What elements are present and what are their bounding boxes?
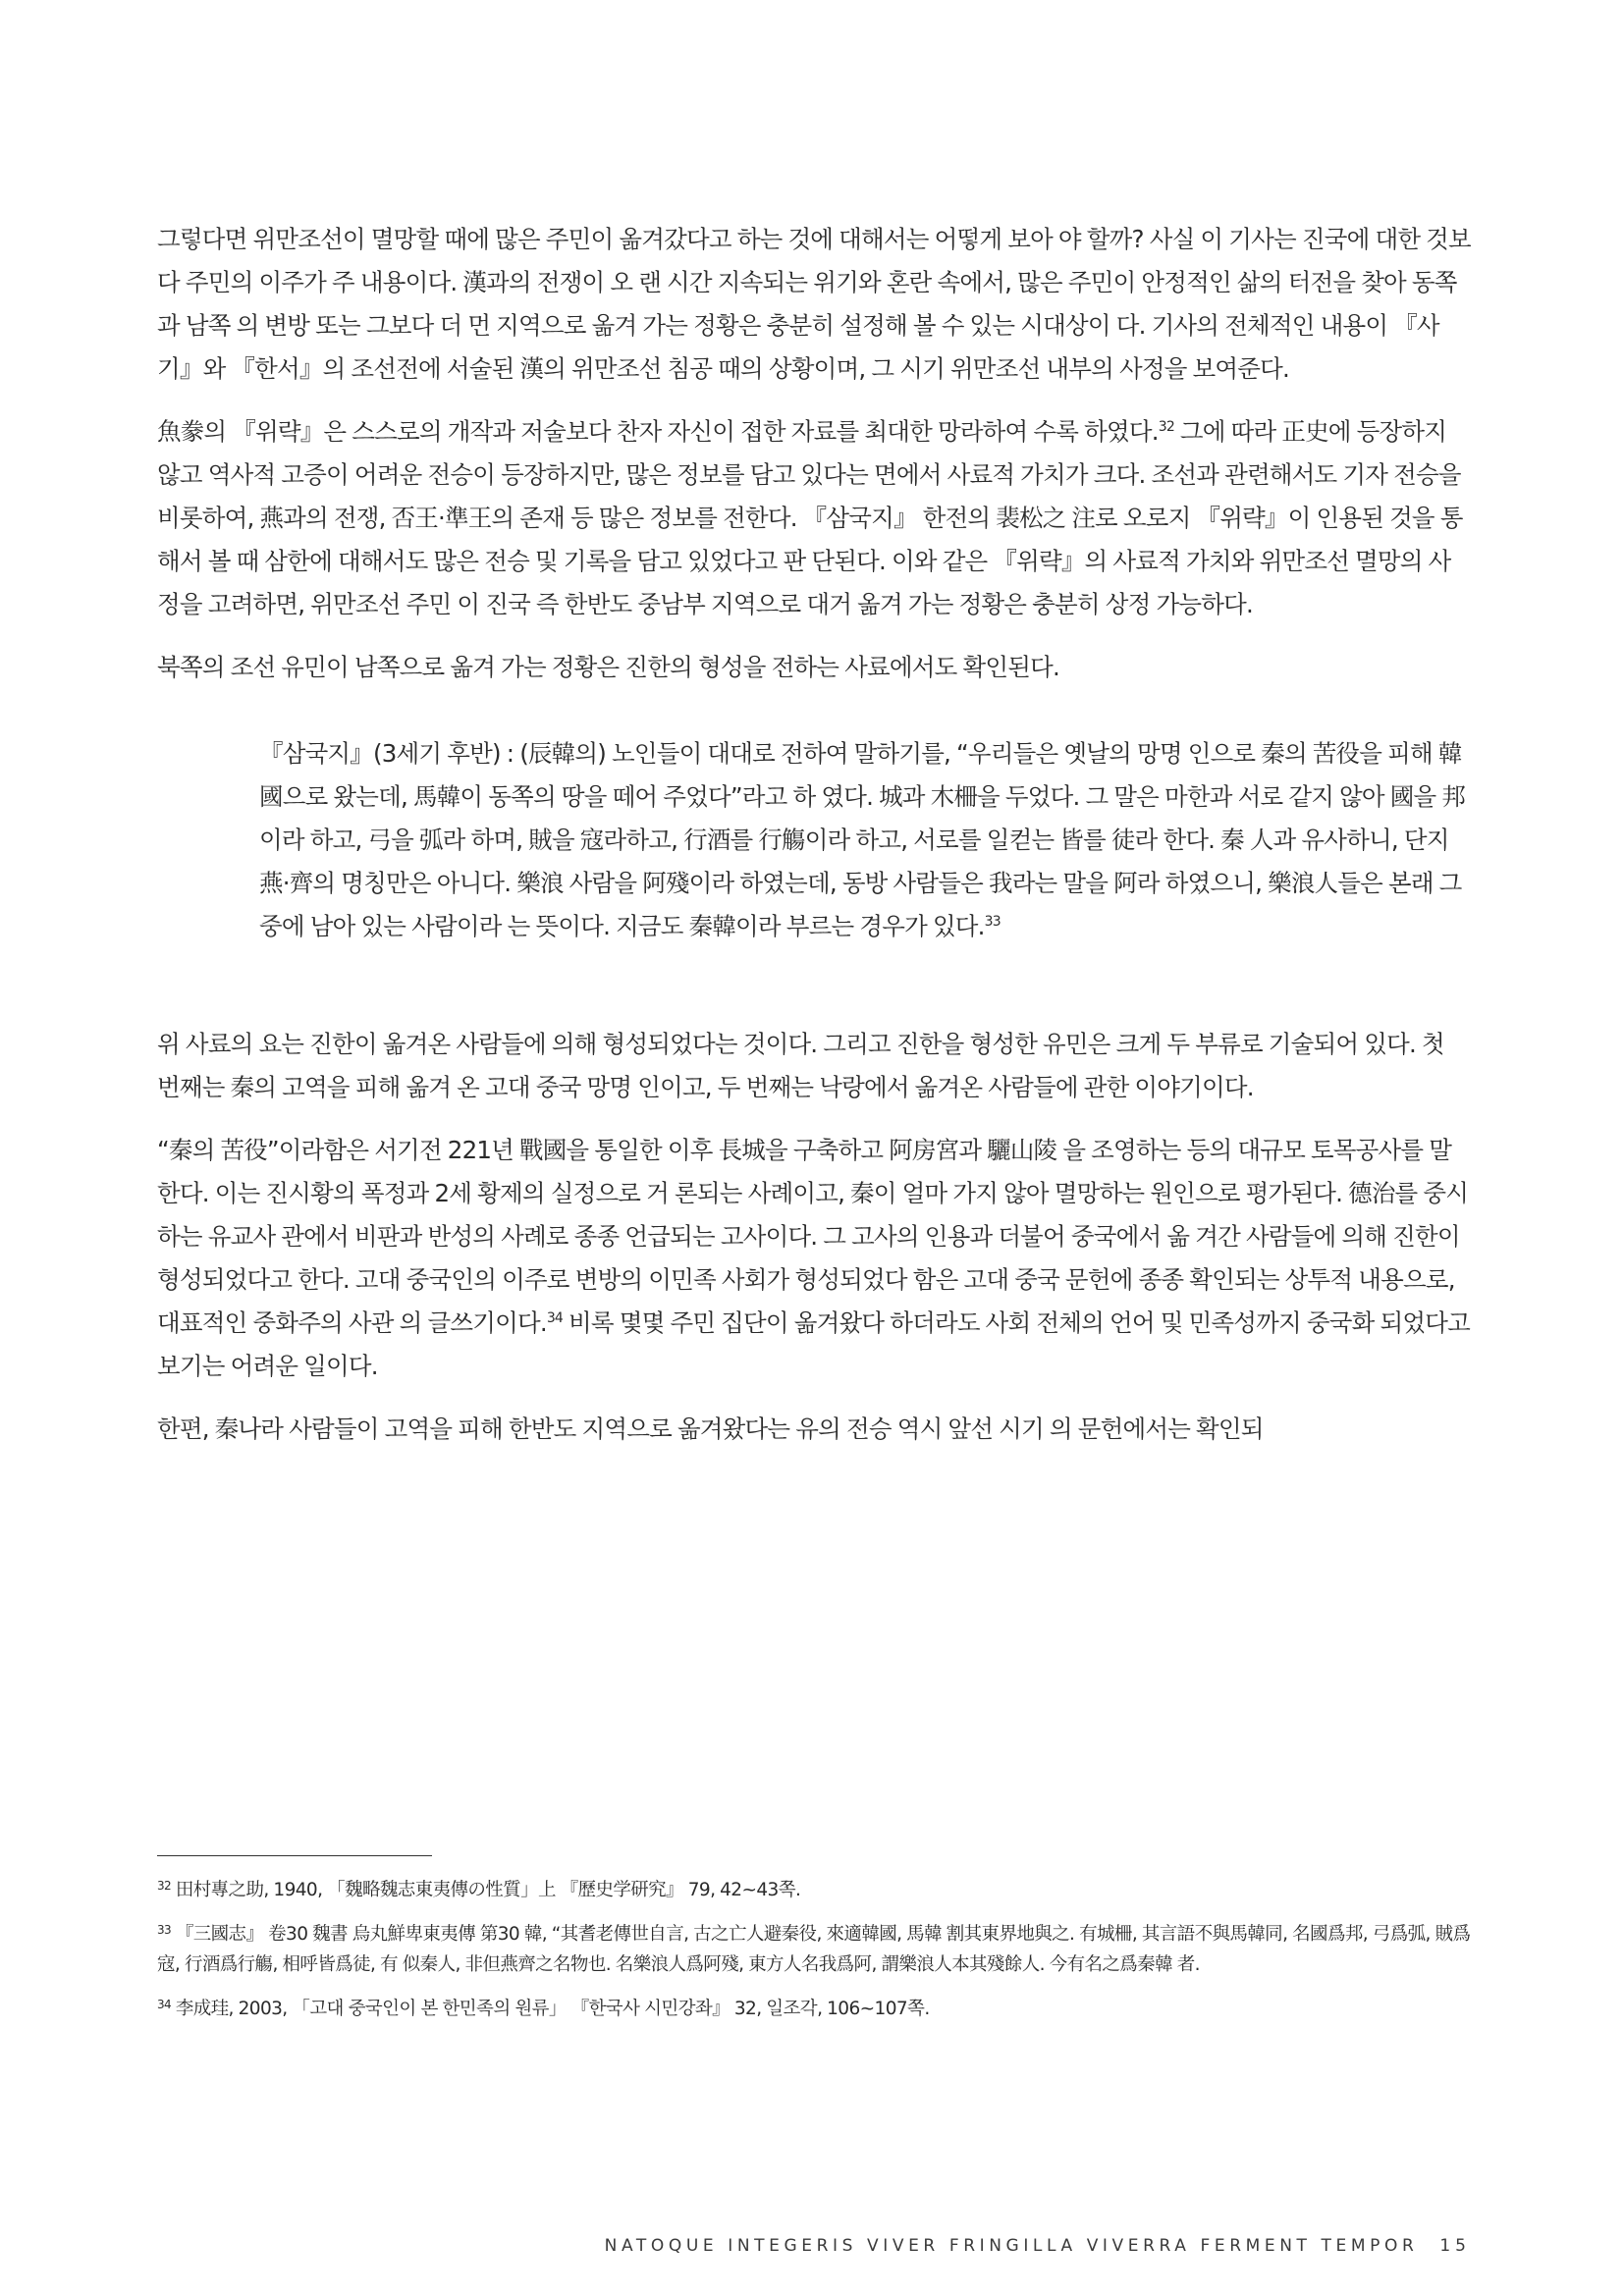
spacer <box>157 948 1471 1023</box>
footnote-ref-33[interactable]: 33 <box>984 914 1001 930</box>
paragraph-text: “秦의 苦役”이라함은 서기전 221년 戰國을 통일한 이후 長城을 구축하고 阿房宮과 驪山陵 을 조영하는 등의 대규모 토목공사를 말한다. 이는 진시황의 폭정과 2세 황제의 실정으로 거 론되는 사례이고, 秦이 얼마 가지 않아 멸망하는 원인으로 평가된다. 德治를 중시하는 유교사 관에서 비판과 반성의 사례로 종종 언급되는 고사이다. 그 고사의 인용과 더불어 중국에서 옮 겨간 사람들에 의해 진한이 형성되었다고 한다. 고대 중국인의 이주로 변방의 이민족 사회가 형성되었다 함은 고대 중국 문헌에 종종 확인되는 상투적 내용으로, 대표적인 중화주의 사관 의 글쓰기이다. <box>157 1136 1469 1337</box>
footnote-ref-32[interactable]: 32 <box>1158 419 1174 435</box>
paragraph-5 <box>157 1129 1471 1388</box>
paragraph-text-continued: 비록 몇몇 주민 집단이 옮겨왔다 하더라도 사회 전체의 언어 및 민족성까지 중국화 되었다고 보기는 어려운 일이다. <box>157 1308 1470 1380</box>
page-number: 15 <box>1439 2236 1471 2256</box>
footnote-text: 田村專之助, 1940, 「魏略魏志東夷傳の性質」上 『歷史学研究』 79, 42~43쪽. <box>175 1880 801 1900</box>
footnote-34 <box>157 1994 1471 2024</box>
paragraph-4 <box>157 1023 1471 1109</box>
paragraph-text: 한편, 秦나라 사람들이 고역을 피해 한반도 지역으로 옮겨왔다는 유의 전승 역시 앞선 시기 의 문헌에서는 확인되 <box>157 1415 1264 1443</box>
paragraph-text-continued: 그에 따라 正史에 등장하지 않고 역사적 고증이 어려운 전승이 등장하지만, 많은 정보를 담고 있다는 면에서 사료적 가치가 크다. 조선과 관련해서도 기자 전승을 비롯하여, 燕과의 전쟁, 否王·準王의 존재 등 많은 정보를 전한다. 『삼국지』 한전의 裴松之 注로 오로지 『위략』이 인용된 것을 통해서 볼 때 삼한에 대해서도 많은 전승 및 기록을 담고 있었다고 판 단된다. 이와 같은 『위략』의 사료적 가치와 위만조선 멸망의 사정을 고려하면, 위만조선 주민 이 진국 즉 한반도 중남부 지역으로 대거 옮겨 가는 정황은 충분히 상정 가능하다. <box>157 417 1463 618</box>
running-footer <box>157 2236 1471 2256</box>
footnote-number: 34 <box>157 1998 172 2011</box>
footnote-number: 32 <box>157 1879 172 1893</box>
footnote-ref-34[interactable]: 34 <box>546 1310 564 1326</box>
paragraph-6 <box>157 1408 1471 1451</box>
footnote-number: 33 <box>157 1923 172 1937</box>
footnote-text: 『三國志』 卷30 魏書 烏丸鮮卑東夷傳 第30 韓, “其耆老傳世自言, 古之亡人避秦役, 來適韓國, 馬韓 割其東界地與之. 有城柵, 其言語不與馬韓同, 名國爲邦, 弓爲弧, 賊爲寇, 行酒爲行觴, 相呼皆爲徒, 有 似秦人, 非但燕齊之名物也. 名樂浪人爲阿殘, 東方人名我爲阿, 謂樂浪人本其殘餘人. 今有名之爲秦韓 者. <box>157 1924 1471 1975</box>
footnote-33 <box>157 1919 1471 1980</box>
running-title: NATOQUE INTEGERIS VIVER FRINGILLA VIVERRA FERMENT TEMPOR <box>604 2236 1419 2256</box>
footnotes <box>157 1875 1471 2038</box>
paragraph-text: 위 사료의 요는 진한이 옮겨온 사람들에 의해 형성되었다는 것이다. 그리고 진한을 형성한 유민은 크게 두 부류로 기술되어 있다. 첫 번째는 秦의 고역을 피해 옮겨 온 고대 중국 망명 인이고, 두 번째는 낙랑에서 옮겨온 사람들에 관한 이야기이다. <box>157 1030 1444 1101</box>
paragraph-2 <box>157 410 1471 626</box>
block-quote <box>259 732 1471 948</box>
paragraph-3 <box>157 646 1471 689</box>
footnote-divider <box>157 1855 432 1856</box>
page-body <box>157 218 1471 1470</box>
paragraph-text: 북쪽의 조선 유민이 남쪽으로 옮겨 가는 정황은 진한의 형성을 전하는 사료에서도 확인된다. <box>157 653 1059 681</box>
paragraph-1 <box>157 218 1471 391</box>
paragraph-text: 魚豢의 『위략』은 스스로의 개작과 저술보다 찬자 자신이 접한 자료를 최대한 망라하여 수록 하였다. <box>157 417 1159 446</box>
quote-text: 『삼국지』(3세기 후반) : (辰韓의) 노인들이 대대로 전하여 말하기를, “우리들은 옛날의 망명 인으로 秦의 苦役을 피해 韓國으로 왔는데, 馬韓이 동쪽의 땅을 떼어 주었다”라고 하 였다. 城과 木柵을 두었다. 그 말은 마한과 서로 같지 않아 國을 邦이라 하고, 弓을 弧라 하며, 賊을 寇라하고, 行酒를 行觴이라 하고, 서로를 일컫는 皆를 徒라 한다. 秦 人과 유사하니, 단지 燕·齊의 명칭만은 아니다. 樂浪 사람을 阿殘이라 하였는데, 동방 사람들은 我라는 말을 阿라 하였으니, 樂浪人들은 본래 그 중에 남아 있는 사람이라 는 뜻이다. 지금도 秦韓이라 부르는 경우가 있다. <box>259 739 1466 940</box>
paragraph-text: 그렇다면 위만조선이 멸망할 때에 많은 주민이 옮겨갔다고 하는 것에 대해서는 어떻게 보아 야 할까? 사실 이 기사는 진국에 대한 것보다 주민의 이주가 주 내용이다. 漢과의 전쟁이 오 랜 시간 지속되는 위기와 혼란 속에서, 많은 주민이 안정적인 삶의 터전을 찾아 동쪽과 남쪽 의 변방 또는 그보다 더 먼 지역으로 옮겨 가는 정황은 충분히 설정해 볼 수 있는 시대상이 다. 기사의 전체적인 내용이 『사기』와 『한서』의 조선전에 서술된 漢의 위만조선 침공 때의 상황이며, 그 시기 위만조선 내부의 사정을 보여준다. <box>157 225 1471 383</box>
footnote-32 <box>157 1875 1471 1905</box>
footnote-text: 李成珪, 2003, 「고대 중국인이 본 한민족의 원류」 『한국사 시민강좌』 32, 일조각, 106~107쪽. <box>175 1999 930 2019</box>
